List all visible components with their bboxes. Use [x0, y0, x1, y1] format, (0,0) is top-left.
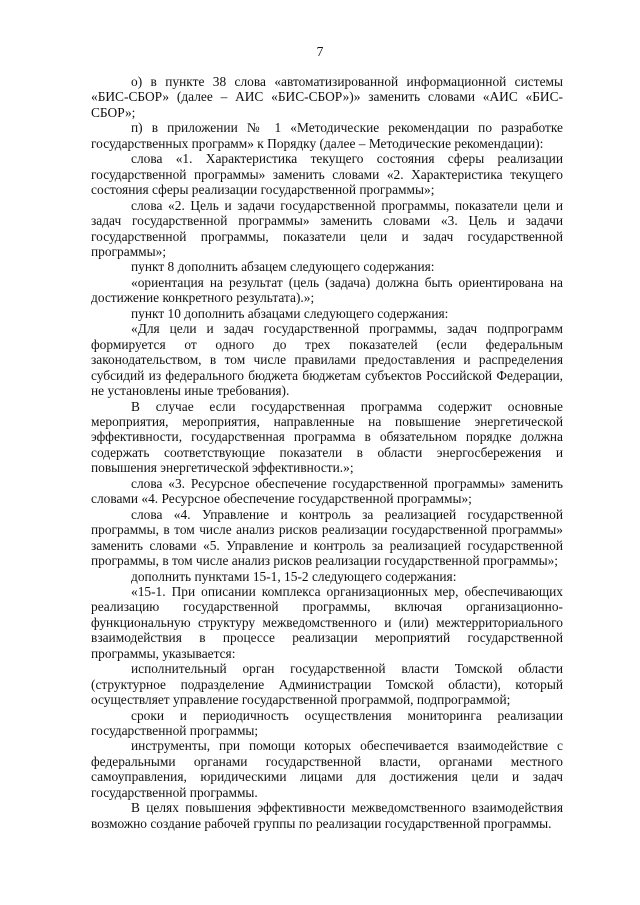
paragraph-points-15-intro: дополнить пунктами 15-1, 15-2 следующего содержания:: [131, 568, 457, 584]
paragraph-section-4-rename: слова «4. Управление и контроль за реализацией государственной программы, в том числе анализ рисков реализации государственной программы» заменить словами «5. Управление и контроль за реализацией государственной программы, в том числе анализ рисков реализации государственной программы»;: [91, 506, 563, 569]
paragraph-section-2-rename: слова «2. Цель и задачи государственной программы, показатели цели и задач государственной программы» заменить словами «3. Цель и задачи государственной программы, показатели цели и задач государственной программы»;: [91, 197, 563, 259]
paragraph-point-10-intro: пункт 10 дополнить абзацами следующего содержания:: [131, 305, 449, 321]
paragraph-item-o: о) в пункте 38 слова «автоматизированной информационной системы «БИС-СБОР» (далее – АИС «БИС-СБОР»)» заменить словами «АИС «БИС-СБОР»;: [91, 74, 563, 120]
paragraph-point-8-text: «ориентация на результат (цель (задача) должна быть ориентирована на достижение конкретного результата).»;: [91, 274, 563, 306]
paragraph-monitoring-terms: сроки и периодичность осуществления мониторинга реализации государственной программы;: [91, 707, 563, 739]
paragraph-point-10-text-1: «Для цели и задач государственной программы, задач подпрограмм формируется от одного до трех показателей (если федеральным законодательством, в том числе правилами предоставления и распределения субсидий из федерального бюджета бюджетам субъектов Российской Федерации, не установлены иные требования).: [91, 321, 563, 399]
paragraph-instruments: инструменты, при помощи которых обеспечивается взаимодействие с федеральными органами государственной власти, органами местного самоуправления, юридическими лицами для достижения цели и задач государственной программы.: [91, 738, 563, 800]
paragraph-point-8-intro: пункт 8 дополнить абзацем следующего содержания:: [131, 259, 435, 275]
paragraph-section-3-rename: слова «3. Ресурсное обеспечение государственной программы» заменить словами «4. Ресурсное обеспечение государственной программы»;: [91, 475, 563, 507]
paragraph-point-15-1: «15-1. При описании комплекса организационных мер, обеспечивающих реализацию государственной программы, включая организационно-функциональную структуру межведомственного и (или) межтерриториального взаимодействия в процессе реализации мероприятий государственной программы, указывается:: [91, 583, 563, 661]
paragraph-item-p: п) в приложении № 1 «Методические рекомендации по разработке государственных программ» к Порядку (далее – Методические рекомендации):: [91, 120, 563, 151]
paragraph-executive-body: исполнительный орган государственной власти Томской области (структурное подразделение Администрации Томской области), который осуществляет управление государственной программой, подпрограммой;: [91, 661, 563, 708]
paragraph-section-1-rename: слова «1. Характеристика текущего состояния сферы реализации государственной программы» заменить словами «2. Характеристика текущего состояния сферы реализации государственной программы»;: [91, 151, 563, 198]
page-number: 7: [316, 44, 324, 59]
document-body: [91, 74, 563, 831]
paragraph-point-10-text-2: В случае если государственная программа содержит основные мероприятия, мероприятия, направленные на повышение энергетической эффективности, государственная программа в обязательном порядке должна содержать соответствующие показатели в области энергосбережения и повышения энергетической эффективности.»;: [91, 398, 563, 476]
paragraph-working-group: В целях повышения эффективности межведомственного взаимодействия возможно создание рабочей группы по реализации государственной программы.: [91, 800, 563, 831]
